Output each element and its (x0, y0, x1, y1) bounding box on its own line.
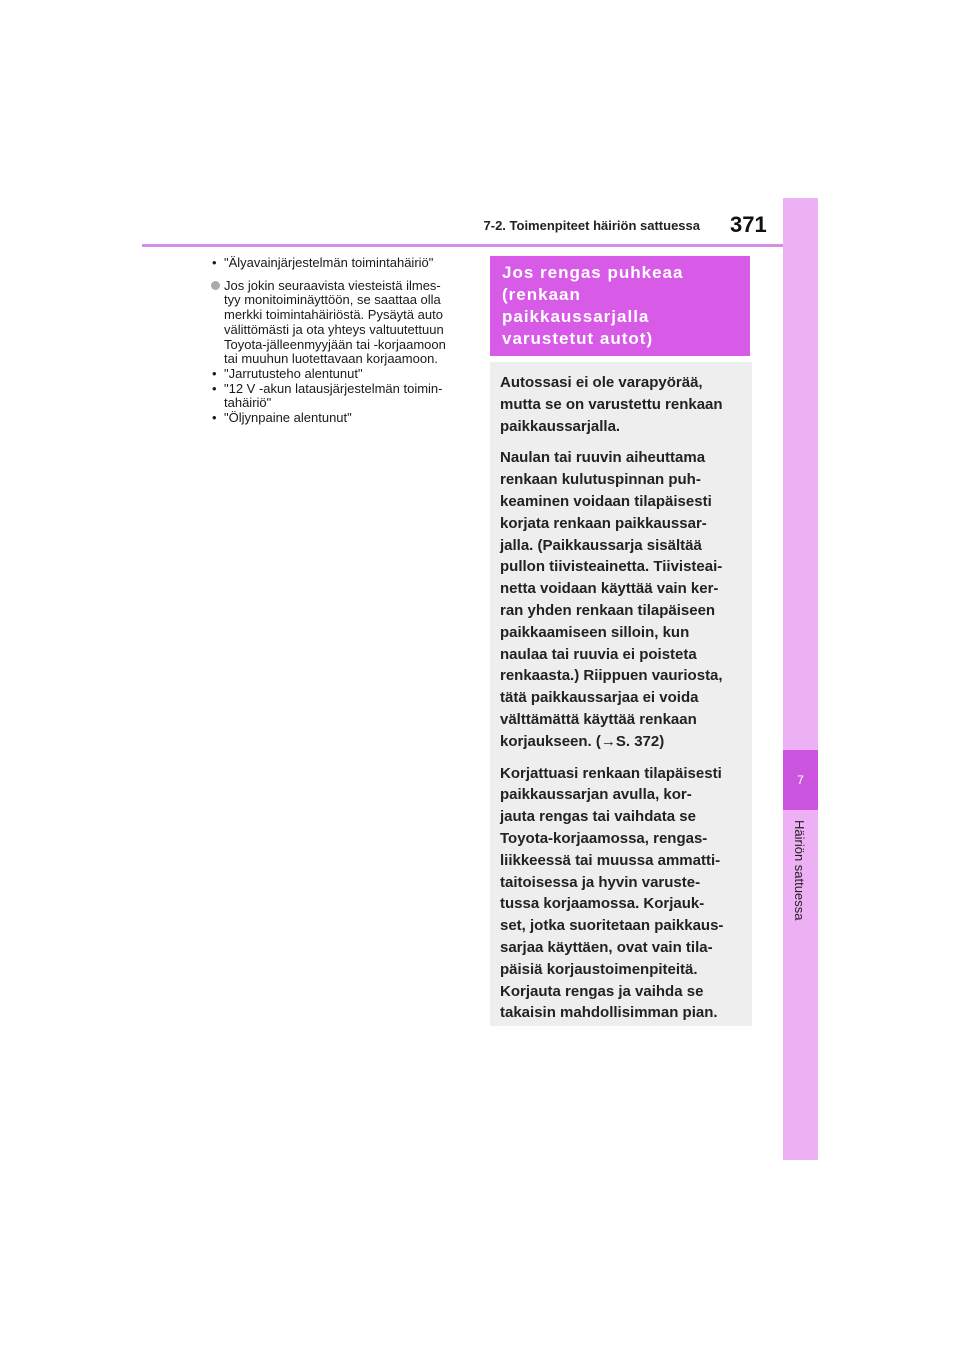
text-line: sarjaa käyttäen, ovat vain tila- (500, 938, 713, 956)
page-number: 371 (730, 212, 767, 237)
bullet-line-text: • "12 V -akun latausjärjestelmän toimin- (224, 380, 443, 396)
chapter-title: Häiriön sattuessa (792, 820, 807, 921)
text-line: jalla. (Paikkaussarja sisältää (500, 536, 702, 554)
text-line: paikkaussarjalla. (500, 417, 621, 435)
bullet-line-text: tahäiriö" (224, 395, 272, 411)
text-line: Korjattuasi renkaan tilapäisesti (500, 764, 722, 782)
heading-line: Jos rengas puhkeaa (502, 263, 684, 282)
chapter-title-tab (783, 820, 818, 1020)
info-box-content (500, 372, 744, 1034)
text-line: renkaasta.) Riippuen vauriosta, (500, 667, 723, 685)
text-line: naulaa tai ruuvia ei poisteta (500, 645, 697, 663)
text-line: tätä paikkaussarjaa ei voida (500, 689, 699, 707)
paragraph (500, 447, 744, 752)
text-line: ran yhden renkaan tilapäiseen (500, 601, 716, 619)
paragraph (500, 763, 744, 1025)
note-item (210, 279, 472, 367)
text-line: Korjauta rengas ja vaihda se (500, 982, 704, 1000)
section-title: 7-2. Toimenpiteet häiriön sattuessa (483, 218, 700, 233)
text-line: netta voidaan käyttää vain ker- (500, 580, 719, 598)
note-line: välittömästi ja ota yhteys valtuutettuun (224, 321, 444, 337)
text-line: paikkaamiseen silloin, kun (500, 623, 690, 641)
text-line: Naulan tai ruuvin aiheuttama (500, 449, 706, 467)
text-line: korjata renkaan paikkaussar- (500, 514, 707, 532)
text-line: renkaan kulutuspinnan puh- (500, 471, 701, 489)
text-line: Toyota-korjaamossa, rengas- (500, 829, 708, 847)
text-line: paikkaussarjan avulla, kor- (500, 786, 692, 804)
left-column (210, 256, 472, 426)
text-line: tussa korjaamossa. Korjauk- (500, 895, 705, 913)
text-line: Autossasi ei ole varapyörää, (500, 374, 703, 391)
text-line: set, jotka suoritetaan paikkaus- (500, 917, 724, 935)
bullet-line-text: • "Jarrutusteho alentunut" (224, 365, 363, 381)
text-line: mutta se on varustettu renkaan (500, 395, 723, 413)
bullet-line-text: • "Öljynpaine alentunut" (224, 410, 352, 426)
info-box (490, 362, 752, 1026)
text-line: välttämättä käyttää renkaan (500, 710, 697, 728)
section-heading (502, 262, 742, 350)
text-line: keaminen voidaan tilapäisesti (500, 492, 712, 510)
bullet-item (210, 411, 472, 426)
heading-line: paikkaussarjalla (502, 307, 650, 326)
note-line: Jos jokin seuraavista viesteistä ilmes- (224, 277, 441, 293)
note-line: Toyota-jälleenmyyjään tai -korjaamoon (224, 336, 446, 352)
circle-bullet-icon (211, 281, 220, 290)
text-line: liikkeessä tai muussa ammatti- (500, 851, 721, 869)
bullet-item: • "Älyavainjärjestelmän toimintahäiriö" (210, 256, 472, 271)
heading-line: (renkaan (502, 285, 581, 304)
note-line: merkki toimintahäiriöstä. Pysäytä auto (224, 307, 443, 323)
note-line: tyy monitoiminäyttöön, se saattaa olla (224, 292, 441, 308)
note-line: tai muuhun luotettavaan korjaamoon. (224, 351, 438, 367)
page-reference-link[interactable]: korjaukseen. (→S. 372) (500, 732, 665, 750)
header-divider (142, 244, 783, 247)
bullet-item (210, 382, 472, 411)
paragraph (500, 372, 744, 437)
bullet-item (210, 367, 472, 382)
text-line: pullon tiivisteainetta. Tiivisteai- (500, 558, 723, 576)
text-line: jauta rengas tai vaihdata se (500, 808, 696, 826)
text-line: taitoisessa ja hyvin varuste- (500, 873, 701, 891)
section-heading-box (490, 256, 750, 356)
text-line: päisiä korjaustoimenpiteitä. (500, 960, 698, 978)
chapter-number: 7 (783, 750, 818, 810)
text-line: takaisin mahdollisimman pian. (500, 1004, 718, 1022)
heading-line: varustetut autot) (502, 329, 654, 348)
